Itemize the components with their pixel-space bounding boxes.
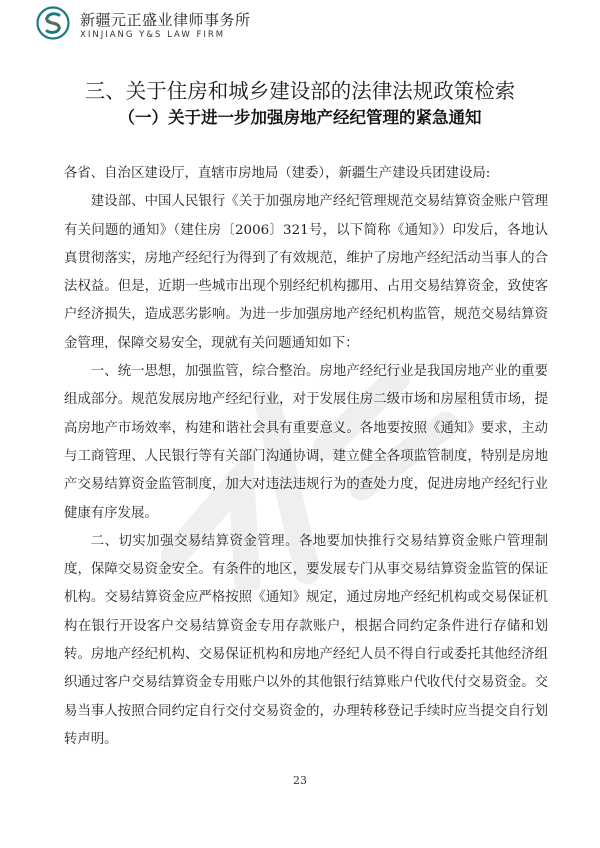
- letterhead: [36, 6, 336, 46]
- firm-logo-icon: [36, 6, 70, 40]
- paragraph-2: 二、切实加强交易结算资金管理。各地要加快推行交易结算资金账户管理制度，保障交易资金安全。有条件的地区，要发展专门从事交易结算资金监管的保证机构。交易结算资金应严格按照《通知》规定，通过房地产经纪机构或交易保证机构在银行开设客户交易结算资金专用存款账户，根据合同约定条件进行存储和划转。房地产经纪机构、交易保证机构和房地产经纪人员不得自行或委托其他经济组织通过客户交易结算资金专用账户以外的其他银行结算账户代收代付交易资金。交易当事人按照合同约定自行交付交易资金的，办理转移登记手续时应当提交自行划转声明。: [64, 533, 548, 747]
- subsection-title: （一）关于进一步加强房地产经纪管理的紧急通知: [118, 108, 482, 127]
- paragraph-intro: 建设部、中国人民银行《关于加强房地产经纪管理规范交易结算资金账户管理有关问题的通知》（建住房〔2006〕321号，以下简称《通知》）印发后，各地认真贯彻落实，房地产经纪行为得到了有效规范，维护了房地产经纪活动当事人的合法权益。但是，近期一些城市出现个别经纪机构挪用、占用交易结算资金，致使客户经济损失，造成恶劣影响。为进一步加强房地产经纪机构监管，规范交易结算资金管理，保障交易安全，现就有关问题通知如下：: [64, 194, 548, 351]
- firm-name-en: XINJIANG Y&S LAW FIRM: [80, 30, 226, 40]
- salutation: 各省、自治区建设厅，直辖市房地局（建委），新疆生产建设兵团建设局:: [64, 166, 491, 181]
- section-title: 三、关于住房和城乡建设部的法律法规政策检索: [84, 79, 516, 103]
- paragraph-1: 一、统一思想，加强监管，综合整治。房地产经纪行业是我国房地产业的重要组成部分。规范发展房地产经纪行业，对于发展住房二级市场和房屋租赁市场，提高房地产市场效率，构建和谐社会具有重要意义。各地要按照《通知》要求，主动与工商管理、人民银行等有关部门沟通协调，建立健全各项监管制度，特别是房地产交易结算资金监管制度，加大对违法违规行为的查处力度，促进房地产经纪行业健康有序发展。: [64, 364, 548, 521]
- page-number: 23: [293, 774, 307, 787]
- firm-name-cn: 新疆元正盛业律师事务所: [80, 11, 251, 29]
- document-body: [64, 160, 548, 754]
